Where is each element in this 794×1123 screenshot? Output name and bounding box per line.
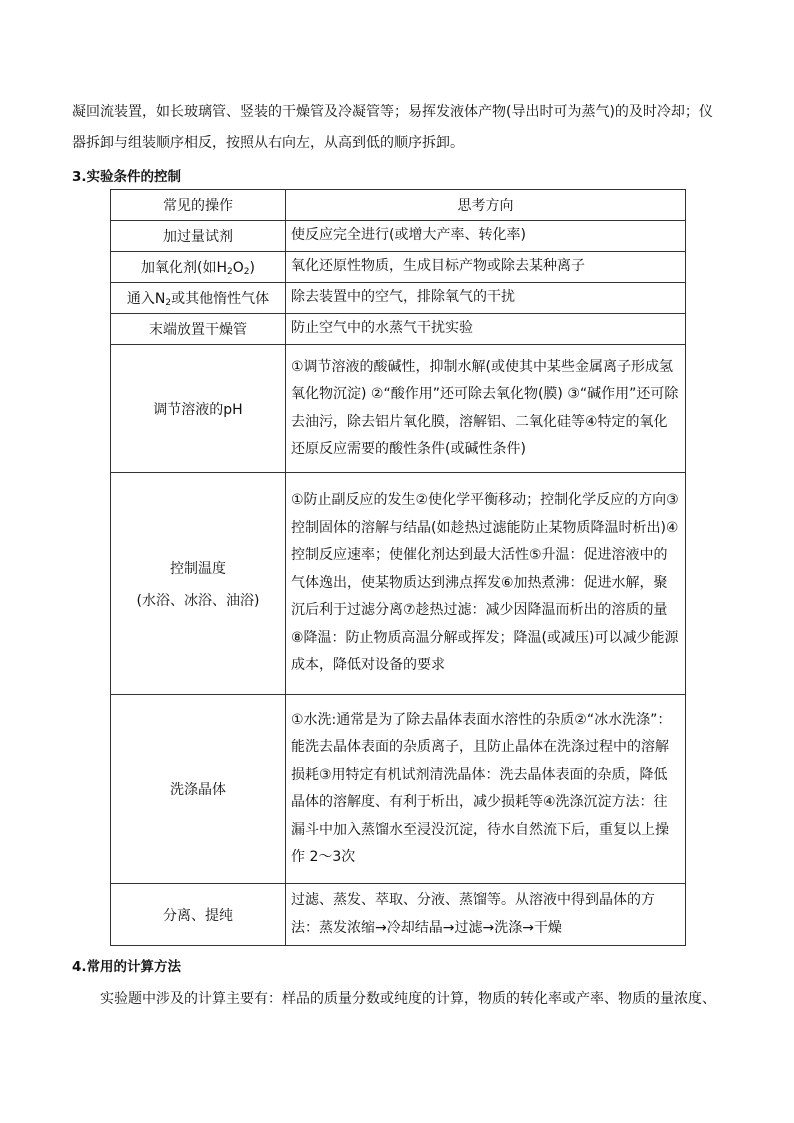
op-text: ) — [249, 260, 255, 276]
subscript: 2 — [165, 298, 172, 308]
table-row — [111, 695, 686, 884]
header-op: 常见的操作 — [111, 190, 286, 221]
op-cell — [111, 283, 286, 314]
op-text: 通入N — [126, 291, 166, 307]
subscript: 2 — [227, 267, 233, 277]
op-cell — [111, 473, 286, 695]
dir-cell: 氧化还原性物质，生成目标产物或除去某种离子 — [286, 252, 686, 283]
table-row — [111, 221, 686, 252]
dir-cell: ①水洗:通常是为了除去晶体表面水溶性的杂质②“冰水洗涤”：能洗去晶体表面的杂质离子，且防止晶体在洗涤过程中的溶解损耗③用特定有机试剂清洗晶体：洗去晶体表面的杂质，降低晶体的溶解度、有利于析出，减少损耗等④洗涤沉淀方法：往漏斗中加入蒸馏水至浸没沉淀，待水自然流下后，重复以上操作 2～3次 — [286, 695, 686, 884]
dir-cell: 防止空气中的水蒸气干扰实验 — [286, 314, 686, 345]
op-cell: 洗涤晶体 — [111, 695, 286, 884]
table-row — [111, 252, 686, 283]
op-subtext: (水浴、冰浴、油浴) — [136, 592, 260, 609]
header-dir: 思考方向 — [286, 190, 686, 221]
subscript: 2 — [243, 267, 250, 277]
table-header-row — [111, 190, 686, 221]
table-row — [111, 345, 686, 473]
dir-cell: 使反应完全进行(或增大产率、转化率) — [286, 221, 686, 252]
table-row — [111, 283, 686, 314]
op-text: 加氧化剂(如H — [141, 260, 228, 276]
op-cell: 末端放置干燥管 — [111, 314, 286, 345]
op-text: 或其他惰性气体 — [171, 291, 270, 307]
op-text: O — [232, 260, 244, 276]
section-4-title: 4.常用的计算方法 — [72, 959, 182, 975]
table-row — [111, 314, 686, 345]
intro-line-2: 器拆卸与组装顺序相反，按照从右向左，从高到低的顺序拆卸。 — [72, 135, 464, 151]
section-4-text: 实验题中涉及的计算主要有：样品的质量分数或纯度的计算，物质的转化率或产率、物质的量浓度、 — [100, 991, 716, 1007]
op-cell: 分离、提纯 — [111, 884, 286, 946]
dir-cell: 除去装置中的空气，排除氧气的干扰 — [286, 283, 686, 314]
op-text: 控制温度 — [170, 560, 226, 577]
section-3-title: 3.实验条件的控制 — [72, 169, 182, 185]
dir-cell: 过滤、蒸发、萃取、分液、蒸馏等。从溶液中得到晶体的方法：蒸发浓缩→冷却结晶→过滤→洗涤→干燥 — [286, 884, 686, 946]
conditions-table — [110, 189, 686, 946]
dir-cell: ①调节溶液的酸碱性，抑制水解(或使其中某些金属离子形成氢氧化物沉淀) ②“酸作用”还可除去氧化物(膜) ③“碱作用”还可除去油污，除去铝片氧化膜，溶解铝、二氧化硅等④特定的氧化还原反应需要的酸性条件(或碱性条件) — [286, 345, 686, 473]
op-cell: 调节溶液的pH — [111, 345, 286, 473]
op-cell — [111, 252, 286, 283]
op-cell: 加过量试剂 — [111, 221, 286, 252]
intro-line-1: 凝回流装置，如长玻璃管、竖装的干燥管及冷凝管等；易挥发液体产物(导出时可为蒸气)的及时冷却；仪 — [72, 104, 713, 120]
table-row — [111, 473, 686, 695]
dir-cell: ①防止副反应的发生②使化学平衡移动；控制化学反应的方向③控制固体的溶解与结晶(如趁热过滤能防止某物质降温时析出)④控制反应速率；使催化剂达到最大活性⑤升温：促进溶液中的气体逸出，使某物质达到沸点挥发⑥加热煮沸：促进水解，聚沉后利于过滤分离⑦趁热过滤：减少因降温而析出的溶质的量⑧降温：防止物质高温分解或挥发；降温(或减压)可以减少能源成本，降低对设备的要求 — [286, 473, 686, 695]
table-row — [111, 884, 686, 946]
